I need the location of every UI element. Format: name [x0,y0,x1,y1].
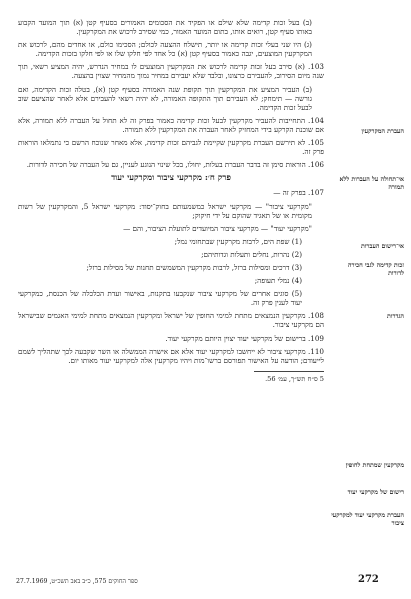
page-footer: ספר החוקים 575, כ״ב באב תשכ״ט, 27.7.1969 [16,578,138,585]
paragraph: (5) סוגים אחרים של מקרקעי ציבור שנקבעו בתקנות, באישור ועדת הכלכלה של הכנסת, כמקרקעי יעוד לענין פרק זה. [18,289,302,308]
margin-note: אי־רישום העברות [360,243,404,250]
margin-note: העברת המקרקעין [361,128,404,135]
paragraph: 105. לא תירשם העברת מקרקעין שקיימת לגביהם זכות קדימה, אלא מאחר שנוכח הרשם כי נתמלאו הוראות פרק זה. [18,138,324,157]
paragraph: (1) שפת הים, לרבות מקרקעין שבתחומי נמל; [174,236,302,246]
footnote-rule [254,371,324,372]
margin-note: אי־תחולה על העברות ללא תמורה [339,176,404,191]
paragraph: "מקרקעי יעוד" — מקרקעי ציבור המיועדים לתועלת הציבור, והם — [123,223,312,233]
main-text [18,18,324,384]
margin-note: הגדרות [387,313,404,320]
paragraph: (4) נמלי תעופה; [254,276,302,286]
footnote: 5 ס״ח תש״ך, עמ׳ 56. [265,374,324,383]
paragraph: 109. ברישום של מקרקעי יעוד יצוין היותם מקרקעי יעוד. [165,333,324,343]
margin-note: העברת מקרקעי יעוד למקרקעי ציבור [331,512,404,527]
paragraph: 107. בפרק זה — [273,188,324,198]
paragraph: (ג) היו שני בעלי זכות קדימה או יותר, תישלח ההצעה לכולם; הסכימו כולם, או אחדים מהם, לרכוש את המקרקעין המוצעים, יגבה כאמור בסעיף קטן (א) כל אחד לפי חלקו שלו או לפי חלקו בזכות הקדימה. [18,40,312,59]
paragraph: 104. התחייבות להעביר מקרקעין לבעל זכות קדימה כאמור בפרק זה לא תחול על העברה ללא תמורה, אלא אם שוכנת הקרקע בידי המחזיק לאחר העברה את המקרקעין ללא תמורה. [18,115,324,134]
margin-note: מקרקעין שמתחת לחופין [345,462,404,469]
paragraph: (ב) העביר המציע את המקרקעין תוך תקופת שנה האמורה בסעיף קטן (א), בטלה זכות הקדימה, ואם גורשה — תימחק; לא העבירם תוך התקופה האמורה, לא יהיה רשאי להעבירם אלא לאחר שהציעם שוב לבעל זכות הקדימה. [18,84,312,112]
paragraph: 103. (א) סירב בעל זכות קדימה לרכוש את המקרקעין המוצעים לו במחיר הנדרש, יהיה המציע רשאי, תוך שנה מיום הסירוב, להעבירם כרצונו, ובלבד שלא יעבירם במחיר נמוך מהמחיר שצוין בהצעה. [18,62,324,81]
paragraph: 110. מקרקעי ציבור לא ייחשבו למקרקעי יעוד אלא אם אישרה הממשלה או השר שקבעה לכך שתהליך לשמם לייעודם; הודעה על האישור תפורסם ברשו־מות ויהיו מקרקעין אלה למקרקעי יעוד מאותו יום. [18,346,324,365]
paragraph: (2) נהרות, נחלים ותעלות וגדותיהם; [201,249,302,259]
paragraph: "מקרקעי ציבור" — מקרקעי ישראל כמשמעותם בחוק־יסוד: מקרקעי ישראל 5, והמקרקעין של רשות מקומית או של תאגיד שהוקם על ידי חיקוק; [18,201,312,220]
paragraph: (3) דרכים ומסילות ברזל, לרבות מקרקעין המשמשים תחנות של מסילות ברזל; [86,262,302,272]
paragraph: (ב) בעל זכות קדימה שלא שילם או הפקיד את הסכומים האמורים בסעיף קטן (א) תוך המועד הקבוע באותו סעיף קטן, רואים אותו, בתום המועד האמור, כמי שסירב לרכוש את המקרקעין. [18,18,312,37]
margin-note: רישום של מקרקעי יעוד [347,489,404,496]
page-number: 272 [358,574,379,585]
paragraph: 106. הוראות סימן זה בדבר העברת בעלות, יחולו, בכל שינוי הנוגע לעניין, גם על העברה של חכירה לדורות. [26,160,324,170]
margin-note: זכות קדימה לגבי חכירה לדורות [347,262,404,277]
paragraph: 108. מקרקעין הנמצאים מתחת למימי החופין של ישראל ומקרקעין הנמצאים מתחת למימי האגמים שבישראל הם מקרקעי ציבור. [18,311,324,330]
chapter-heading: פרק ח׳: מקרקעי ציבור ומקרקעי יעוד [111,172,231,183]
